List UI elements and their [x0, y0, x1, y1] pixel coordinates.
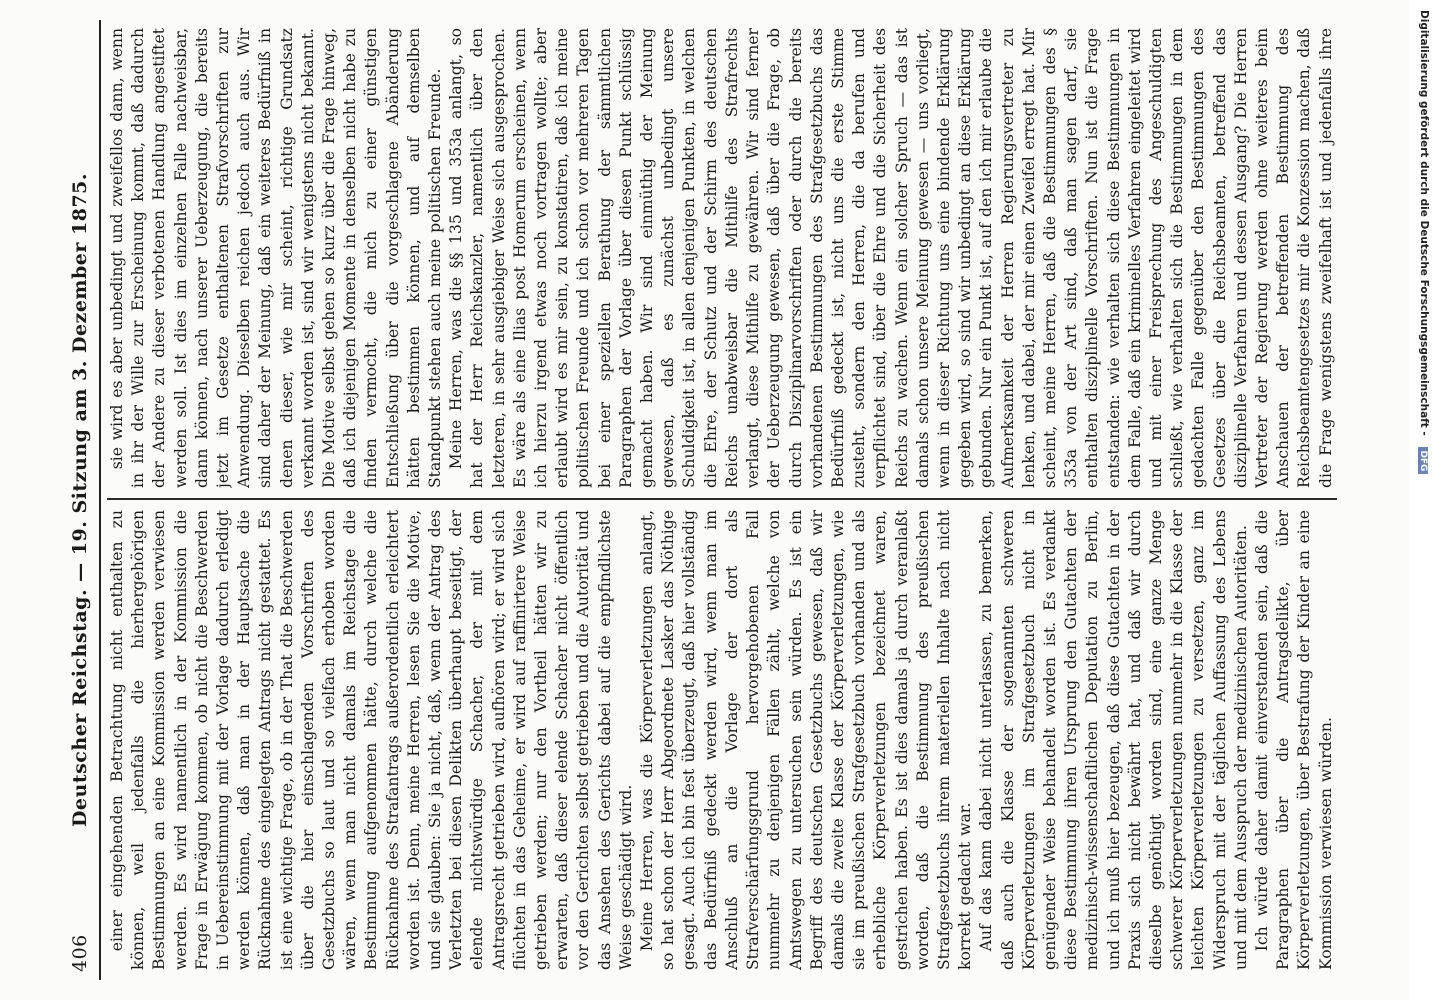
column-divider: [107, 498, 1337, 500]
paragraph: Meine Herren, was die Körperverletzungen anlangt, so hat schon der Herr Abgeordnete Lasker das Nöthige gesagt. Auch ich bin fest überzeugt, daß hier vollständig das Bedürfniß gedeckt werden wird, wenn man im Anschluß an die Vorlage der dort als Strafverschärfungsgrund hervorgehobenen Fall nummehr zu denjenigen Fällen zählt, welche von Amtswegen zu untersuchen sein würden. Es ist ein Begriff des deutschen Gesetzbuchs gewesen, daß wir damals die zweite Klasse der Körperverletzungen, wie sie im preußischen Strafgesetzbuch vorhanden und als erhebliche Körperverletzungen bezeichnet waren, gestrichen haben. Es ist dies damals ja durch veranlaßt worden, daß die Bestimmung des preußischen Strafgesetzbuchs ihrem materiellen Inhalte nach nicht korrekt gedacht war.: [638, 510, 975, 970]
dfg-logo: DFG: [1418, 447, 1428, 474]
page-header: [69, 20, 99, 980]
text-column-right: [107, 28, 1337, 488]
paragraph: sie wird es aber unbedingt und zweifellos dann, wenn in ihr der Wille zur Erscheinung kommt, daß dadurch der Andere zu dieser verbotenen Handlung angestiftet werden soll. Ist dies im einzelnen Falle nachweisbar, dann können, nach unserer Ueberzeugung, die bereits jetzt im Gesetze enthaltenen Strafvorschriften zur Anwendung. Dieselben reichen jedoch auch aus. Wir sind daher der Meinung, daß ein weiteres Bedürfniß in denen dieser, wie mir scheint, richtige Grundsatz verkannt worden ist, sind wir wenigstens nicht bekannt. Die Motive selbst gehen so kurz über die Frage hinweg, daß ich diejenigen Momente in denselben nicht habe zu finden vermocht, die mich zu einer günstigen Entschließung über die vorgeschlagene Abänderung hätten bestimmen können, und auf demselben Standpunkt stehen auch meine politischen Freunde.: [108, 28, 445, 488]
rotated-page: [55, 20, 1355, 980]
paragraph: Meine Herren, was die §§ 135 und 353a anlangt, so hat der Herr Reichskanzler, namentlich über den letzteren, in sehr ausgiebiger Weise sich ausgesprochen. Es wäre als eine Ilias post Homerum erscheinen, wenn ich hierzu irgend etwas noch vortragen wollte; aber erlaubt wird es mir sein, zu konstatiren, daß ich meine politischen Freunde und ich schon vor mehreren Tagen bei einer speziellen Berathung der sämmtlichen Paragraphen der Vorlage über diesen Punkt schlüssig gemacht haben. Wir sind einmüthig der Meinung gewesen, daß es zunächst unbedingt unsere Schuldigkeit ist, in allen denjenigen Punkten, in welchen die Ehre, der Schutz und der Schirm des deutschen Reichs unabweisbar die Mithilfe des Strafrechts verlangt, diese Mithilfe zu gewähren. Wir sind ferner der Ueberzeugung gewesen, daß über die Frage, ob durch Disziplinarvorschriften oder durch die bereits vorhandenen Bestimmungen des Strafgesetzbuchs das Bedürfniß gedeckt ist, nicht uns die erste Stimme zusteht, sondern den Herren, die da berufen und verpflichtet sind, über die Ehre und die Sicherheit des Reichs zu wachen. Wenn ein solcher Spruch — das ist damals schon unsere Meinung gewesen — uns vorliegt, wenn in dieser Richtung uns eine bindende Erklärung gegeben wird, so sind wir unbedingt an diese Erklärung gebunden. Nur ein Punkt ist, auf den ich mir erlaube die Aufmerksamkeit der Herren Regierungsvertreter zu lenken, und dabei, der mir einen Zweifel erregt hat. Mir scheint, meine Herren, daß die Bestimmungen des § 353a von der Art sind, daß man sagen darf, sie enthalten disziplinelle Vorschriften. Nun ist die Frage entstanden: wie verhalten sich diese Bestimmungen in dem Falle, daß ein kriminelles Verfahren eingeleitet wird und mit einer Freisprechung des Angeschuldigten schließt, wie verhalten sich die Bestimmungen in dem gedachten Falle gegenüber den Bestimmungen des Gesetzes über die Reichsbeamten, betreffend das disziplinelle Verfahren und dessen Ausgang? Die Herren Vertreter der Regierung werden ohne weiteres beim Anschauen der betreffenden Bestimmung des Reichsbeamtengesetzes mir die Konzession machen, daß die Frage wenigstens zweifelhaft ist und jedenfalls ihre: [447, 28, 1335, 488]
paragraph: Ich würde daher damit einverstanden sein, daß die Paragraphen über die Antragsdelikte, über Körperverletzungen, über Bestrafung der Kinder an eine Kommission verwiesen würden.: [1252, 510, 1335, 970]
paragraph: Auf das kann dabei nicht unterlassen, zu bemerken, daß auch die Klasse der sogenannten schweren Körperverletzungen im Strafgesetzbuch nicht in genügender Weise behandelt worden ist. Es verdankt diese Bestimmung ihren Ursprung den Gutachten der medizinisch-wissenschaftlichen Deputation zu Berlin, und ich muß hier bezeugen, daß diese Gutachten in der Praxis sich nicht bewährt hat, und daß wir durch dieselbe genöthigt worden sind, eine ganze Menge schwerer Körperverletzungen nunmehr in die Klasse der leichten Körperverletzungen zu versetzen, ganz im Widerspruch mit der täglichen Auffassung des Lebens und mit dem Ausspruch der medizinischen Autoritäten.: [977, 510, 1250, 970]
digitization-credit-bar: [1414, 0, 1432, 1000]
page-title: Deutscher Reichstag. — 19. Sitzung am 3. Dezember 1875.: [69, 172, 91, 828]
credit-text-wrapper: [1414, 10, 1430, 990]
credit-text: Digitalisierung gefördert durch die Deutsche Forschungsgemeinschaft -: [1418, 10, 1430, 436]
page-number: 406: [69, 934, 91, 972]
header-divider: [99, 20, 101, 980]
paragraph: einer eingehenden Betrachtung nicht enthalten zu können, weil jedenfalls die hierhergehörigen Bestimmungen an eine Kommission werden verwiesen werden. Es wird namentlich in der Kommission die Frage in Erwägung kommen, ob nicht die Beschwerden in Uebereinstimmung mit der Vorlage dadurch erledigt werden können, daß man in der Hauptsache die Rücknahme des eingelegten Antrags nicht gestattet. Es ist eine wichtige Frage, ob in der That die Beschwerden über die hier einschlagenden Vorschriften des Gesetzbuchs so laut und so vielfach erhoben worden wären, wenn man nicht damals im Reichstage die Bestimmung aufgenommen hätte, durch welche die Rücknahme des Strafantrags außerordentlich erleichtert worden ist. Denn, meine Herren, lesen Sie die Motive, und sie glauben: Sie ja nicht, daß, wenn der Antrag des Verletzten bei diesen Delikten überhaupt beseitigt, der elende nichtswürdige Schacher, der mit dem Antragsrecht getrieben wird, aufhören wird; er wird sich flüchten in das Geheime, er wird auf raffinirtere Weise getrieben werden; nur den Vortheil hätten wir zu erwarten, daß dieser elende Schacher nicht öffentlich vor den Gerichten selbst getrieben und die Autorität und das Ansehen des Gerichts dabei auf die empfindlichste Weise geschädigt wird.: [108, 510, 635, 970]
text-column-left: [107, 510, 1337, 970]
